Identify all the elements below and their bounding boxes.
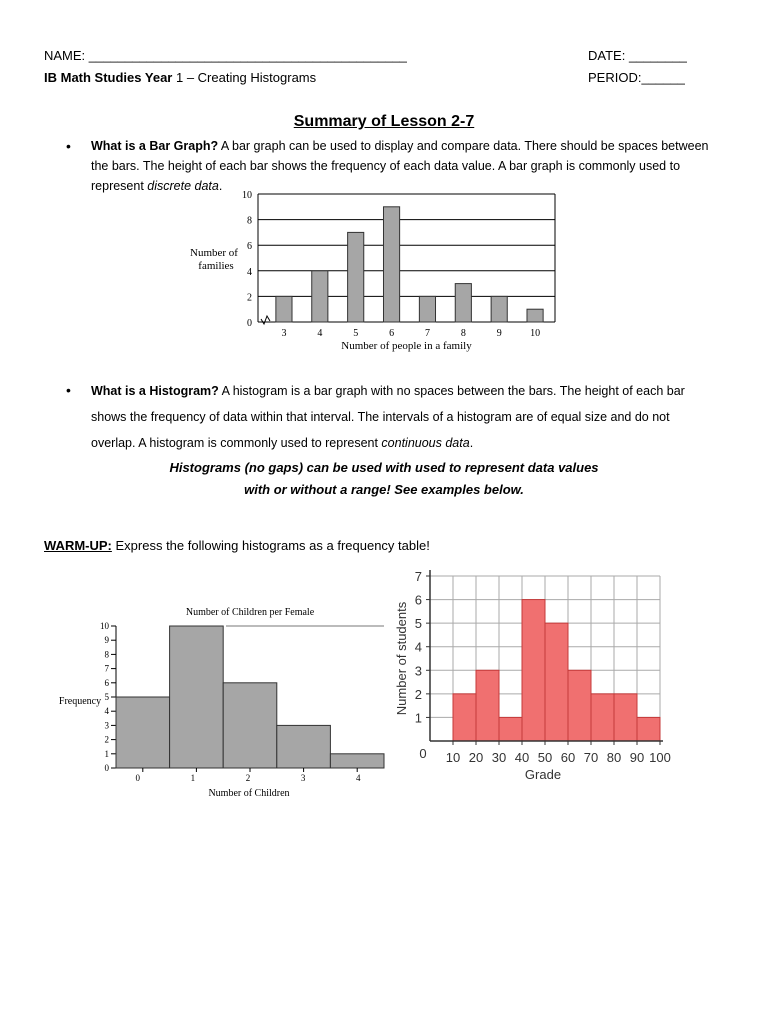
bar-graph-text-3: represent — [91, 179, 148, 193]
x-axis-label: Number of Children — [208, 788, 290, 799]
name-blank[interactable]: ____________________________________________ — [88, 48, 407, 63]
axis-break-icon — [261, 316, 270, 324]
histogram-bar — [277, 725, 331, 768]
x-tick-label: 8 — [460, 328, 466, 339]
y-tick-label: 10 — [242, 190, 252, 201]
chart-title: Number of Children per Female — [185, 607, 315, 618]
x-axis-label: Grade — [524, 767, 562, 782]
period-blank[interactable]: ______ — [641, 70, 685, 85]
x-tick-label: 60 — [560, 750, 576, 765]
x-tick-label: 2 — [245, 773, 251, 783]
y-tick-label: 6 — [104, 677, 109, 688]
histogram-note-1: Histograms (no gaps) can be used with used to represent data values — [169, 460, 599, 475]
x-tick-label: 5 — [353, 328, 359, 339]
discrete-data-term: discrete data — [147, 179, 219, 193]
y-tick-label: 7 — [104, 663, 109, 674]
y-axis-label-line2: families — [198, 260, 234, 272]
x-tick-label: 80 — [606, 750, 622, 765]
histogram-bar — [591, 694, 614, 741]
y-tick-label: 2 — [414, 686, 422, 702]
y-tick-label: 9 — [104, 635, 109, 646]
histogram-note-2: with or without a range! See examples below. — [244, 482, 524, 497]
period-label: PERIOD: — [588, 70, 642, 85]
course-subtitle: 1 – Creating Histograms — [172, 70, 317, 85]
date-line — [588, 48, 687, 63]
date-blank[interactable]: ________ — [628, 48, 687, 63]
y-tick-label: 3 — [414, 663, 422, 679]
y-tick-label: 8 — [104, 649, 109, 660]
histogram-question: What is a Histogram? — [91, 384, 219, 398]
y-tick-label: 2 — [247, 292, 252, 304]
bar — [383, 207, 399, 322]
y-tick-label: 10 — [100, 621, 109, 631]
bar-graph-text-1: A bar graph can be used to display and compare data. There should be spaces between — [218, 139, 709, 153]
histogram-paragraph — [91, 378, 741, 456]
y-tick-label: 0 — [104, 763, 109, 773]
y-tick-label: 6 — [414, 592, 422, 608]
bar-graph-question: What is a Bar Graph? — [91, 139, 219, 153]
x-tick-label: 6 — [389, 328, 395, 339]
x-tick-label: 4 — [355, 773, 361, 783]
course-line — [44, 70, 316, 85]
y-tick-label: 2 — [104, 734, 109, 745]
x-tick-label: 40 — [514, 750, 530, 765]
x-tick-label: 7 — [424, 328, 430, 339]
y-tick-label: 4 — [247, 266, 252, 278]
x-tick-label: 10 — [445, 750, 461, 765]
histogram-bar — [223, 683, 277, 768]
continuous-data-term: continuous data — [381, 436, 470, 450]
histogram-bar — [116, 697, 170, 768]
histogram-text-3: overlap. A histogram is commonly used to represent — [91, 436, 382, 450]
histogram-bar — [568, 670, 591, 741]
histogram-bar — [637, 717, 660, 741]
y-tick-label: 8 — [247, 215, 252, 227]
y-tick-label: 6 — [247, 241, 252, 253]
y-tick-label: 1 — [104, 748, 109, 759]
bar — [491, 296, 507, 322]
bar — [312, 271, 328, 322]
bar — [419, 296, 435, 322]
y-tick-label: 4 — [104, 706, 109, 717]
bullet-bar-graph: • — [66, 138, 71, 154]
children-histogram — [50, 600, 390, 805]
x-tick-label: 90 — [629, 750, 645, 765]
histogram-bar — [170, 626, 224, 768]
x-tick-label: 3 — [281, 328, 287, 339]
histogram-text-3-end: . — [469, 436, 474, 450]
histogram-text-1: A histogram is a bar graph with no spaces between the bars. The height of each bar — [218, 384, 685, 398]
bullet-histogram: • — [66, 382, 71, 398]
page-title: Summary of Lesson 2-7 — [293, 113, 475, 130]
x-tick-label: 1 — [190, 773, 196, 783]
histogram-bar — [499, 717, 522, 741]
bar-graph-text-2: the bars. The height of each bar shows the frequency of each data value. A bar graph is commonly used to — [91, 159, 681, 173]
y-tick-label: 3 — [104, 720, 109, 731]
histogram-text-2: shows the frequency of data within that interval. The intervals of a histogram are of equal size and do not — [91, 410, 670, 424]
y-tick-label: 5 — [104, 692, 109, 702]
histogram-bar — [453, 694, 476, 741]
name-label: NAME: — [44, 48, 86, 63]
warmup-line — [44, 538, 430, 553]
y-axis-label-line1: Number of — [190, 247, 238, 259]
period-line — [588, 70, 685, 85]
grades-histogram — [388, 566, 688, 792]
bar — [527, 309, 543, 322]
histogram-bar — [614, 694, 637, 741]
x-tick-label: 0 — [135, 773, 141, 783]
histogram-bar — [330, 754, 384, 768]
y-tick-label: 0 — [247, 318, 252, 329]
x-tick-label: 4 — [317, 328, 323, 339]
course-name: IB Math Studies Year — [44, 70, 173, 85]
warmup-text: Express the following histograms as a frequency table! — [111, 538, 430, 553]
x-tick-label: 50 — [537, 750, 553, 765]
y-tick-label: 1 — [414, 710, 422, 726]
bar — [455, 284, 471, 322]
warmup-label: WARM-UP: — [44, 538, 112, 553]
bar — [348, 232, 364, 322]
bar — [276, 296, 292, 322]
x-tick-label: 20 — [468, 750, 484, 765]
bar-graph-text-3-end: . — [218, 179, 223, 193]
y-tick-label: 5 — [414, 616, 422, 632]
x-tick-label: 70 — [583, 750, 599, 765]
date-label: DATE: — [588, 48, 626, 63]
name-line — [44, 48, 407, 63]
y-axis-label: Number of students — [394, 601, 409, 716]
x-tick-label: 10 — [530, 328, 541, 339]
x-tick-label: 100 — [649, 750, 671, 765]
x-tick-label: 9 — [496, 328, 502, 339]
x-tick-label: 3 — [300, 773, 306, 783]
histogram-bar — [522, 600, 545, 741]
histogram-bar — [476, 670, 499, 741]
y-tick-label: 4 — [414, 639, 422, 655]
y-axis-label: Frequency — [58, 696, 102, 708]
y-tick-label: 7 — [414, 569, 422, 584]
x-axis-label: Number of people in a family — [341, 340, 472, 352]
x-tick-label: 0 — [419, 746, 427, 761]
histogram-bar — [545, 623, 568, 741]
family-size-bar-chart — [180, 186, 570, 356]
x-tick-label: 30 — [491, 750, 507, 765]
